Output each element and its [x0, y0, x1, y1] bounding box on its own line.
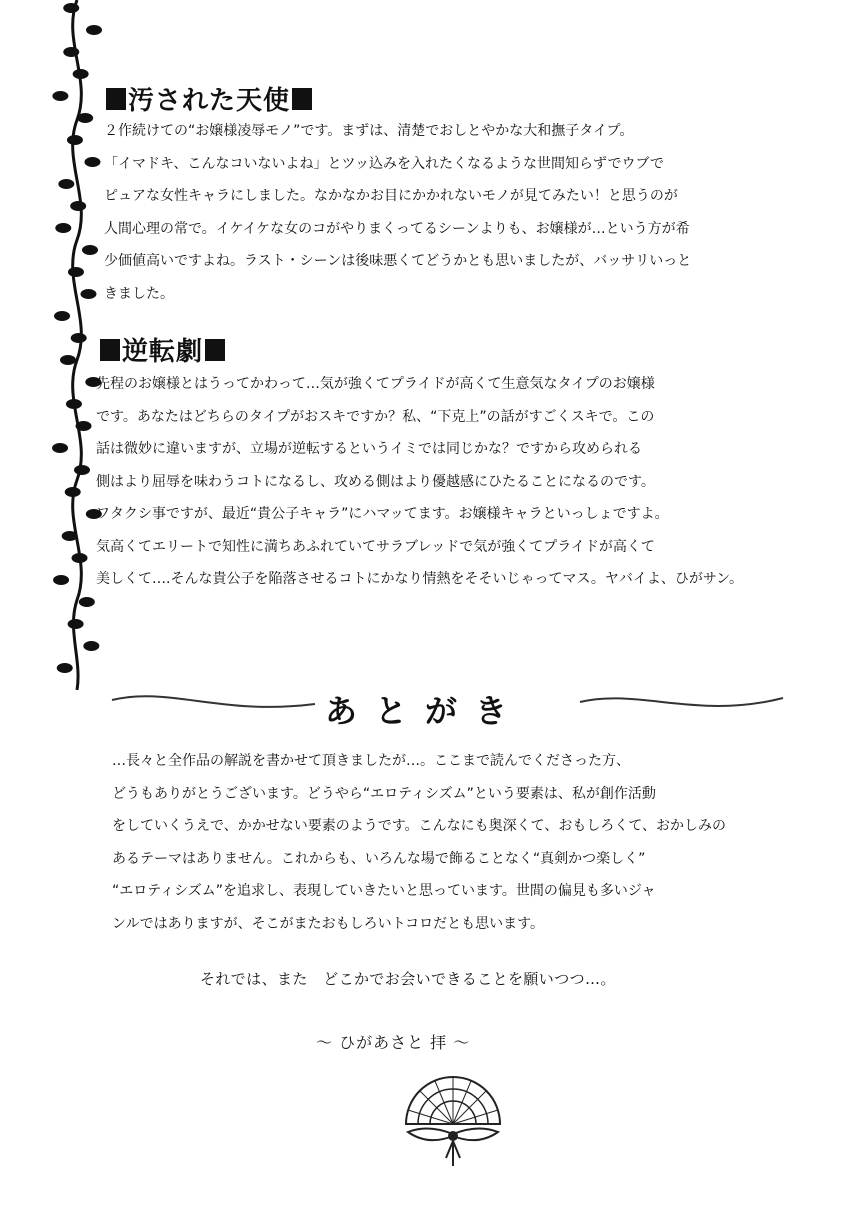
leaf-icon [82, 245, 98, 255]
section2-body [96, 368, 816, 596]
heading-square-icon [292, 88, 312, 110]
section-heading-1 [104, 80, 314, 117]
closing-line: それでは、また どこかでお会いできることを願いつつ…。 [200, 970, 616, 988]
text-line: 気高くてエリートで知性に満ちあふれていてサラブレッドで気が強くてプライドが高くて [96, 538, 655, 555]
leaf-icon [57, 663, 73, 673]
leaf-icon [52, 443, 68, 453]
leaf-icon [68, 267, 84, 277]
fan-ornament-icon [398, 1072, 508, 1168]
text-line: ピュアな女性キャラにしました。なかなかお目にかかれないモノが見てみたい！と思うのが [104, 188, 678, 204]
wave-line-right [578, 690, 788, 720]
leaf-icon [63, 47, 79, 57]
heading-text: 逆転劇 [122, 337, 204, 367]
leaf-icon [68, 619, 84, 629]
section-heading-2 [98, 331, 227, 368]
decorative-vine-border [52, 0, 102, 690]
leaf-icon [79, 597, 95, 607]
leaf-icon [80, 289, 96, 299]
leaf-icon [53, 575, 69, 585]
leaf-icon [54, 311, 70, 321]
leaf-icon [55, 223, 71, 233]
leaf-icon [70, 201, 86, 211]
leaf-icon [74, 465, 90, 475]
text-line: 「イマドキ、こんなコいないよね」とツッ込みを入れたくなるような世間知らずでウブで [104, 155, 664, 172]
text-line: ワタクシ事ですが、最近“貴公子キャラ”にハマッてます。お嬢様キャラといっしょですよ。 [96, 506, 669, 522]
leaf-icon [63, 3, 79, 13]
text-line: どうもありがとうございます。どうやら“エロティシズム”という要素は、私が創作活動 [112, 785, 656, 802]
text-line: …長々と全作品の解説を書かせて頂きましたが…。ここまで読んでくださった方、 [112, 753, 630, 769]
leaf-icon [62, 531, 78, 541]
leaf-icon [84, 157, 100, 167]
text-line: きました。 [104, 285, 174, 302]
leaf-icon [66, 399, 82, 409]
heading-square-icon [100, 339, 120, 361]
leaf-icon [72, 553, 88, 563]
signature: ～ ひがあさと 拝 ～ [316, 1033, 471, 1052]
leaf-icon [65, 487, 81, 497]
text-line: 少価値高いですよね。ラスト・シーンは後味悪くてどうかとも思いましたが、バッサリいっと [104, 253, 692, 269]
text-line: 美しくて….そんな貴公子を陥落させるコトにかなり情熱をそそいじゃってマス。ヤバイよ、ひがサン。 [96, 571, 744, 587]
text-line: 側はより屈辱を味わうコトになるし、攻める側はより優越感にひたることになるのです。 [96, 473, 655, 490]
text-line: 先程のお嬢様とはうってかわって…気が強くてプライドが高くて生意気なタイプのお嬢様 [96, 376, 655, 392]
leaf-icon [58, 179, 74, 189]
leaf-icon [73, 69, 89, 79]
text-line: 話は微妙に違いますが、立場が逆転するというイミでは同じかな？ですから攻められる [96, 441, 642, 457]
heading-square-icon [106, 88, 126, 110]
text-line: ンルではありますが、そこがまたおもしろいトコロだとも思います。 [112, 915, 544, 932]
text-line: 人間心理の常で。イケイケな女のコがやりまくってるシーンよりも、お嬢様が…という方が希 [104, 220, 690, 237]
section1-body [104, 115, 824, 310]
leaf-icon [67, 135, 83, 145]
leaf-icon [52, 91, 68, 101]
text-line: あるテーマはありません。これからも、いろんな場で飾ることなく“真剣かつ楽しく” [112, 850, 646, 867]
text-line: をしていくうえで、かかせない要素のようです。こんなにも奥深くて、おもしろくて、おかしみの [112, 818, 727, 834]
leaf-icon [77, 113, 93, 123]
afterword-body [112, 745, 832, 940]
heading-square-icon [205, 339, 225, 361]
text-line: “エロティシズム”を追求し、表現していきたいと思っています。世間の偏見も多いジャ [112, 883, 656, 899]
leaf-icon [83, 641, 99, 651]
leaf-icon [71, 333, 87, 343]
afterword-title: あとがき [324, 692, 525, 730]
leaf-icon [86, 25, 102, 35]
leaf-icon [60, 355, 76, 365]
text-line: ２作続けての“お嬢様凌辱モノ”です。まずは、清楚でおしとやかな大和撫子タイプ。 [104, 123, 634, 139]
text-line: です。あなたはどちらのタイプがおスキですか？私、“下克上”の話がすごくスキで。この [96, 408, 655, 425]
leaf-icon [76, 421, 92, 431]
heading-text: 汚された天使 [128, 86, 291, 116]
